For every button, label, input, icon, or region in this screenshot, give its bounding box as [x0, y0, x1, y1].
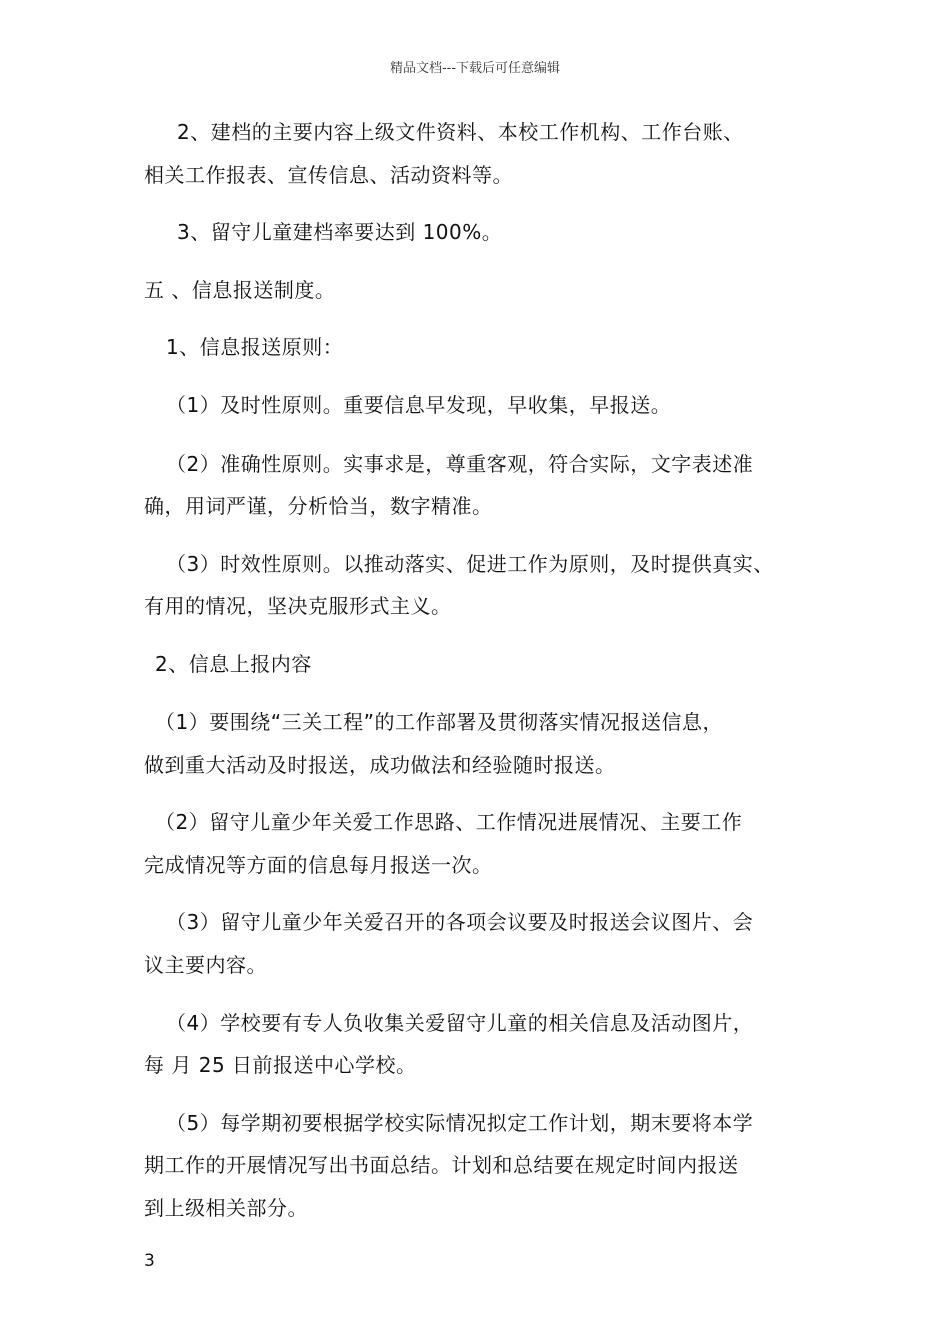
text-line: （3）留守儿童少年关爱召开的各项会议要及时报送会议图片、会: [166, 910, 754, 934]
text-line: 每 月 25 日前报送中心学校。: [144, 1053, 417, 1077]
text-line: （5）每学期初要根据学校实际情况拟定工作计划，期末要将本学: [166, 1111, 754, 1135]
text-line: （1）及时性原则。重要信息早发现，早收集，早报送。: [166, 393, 672, 417]
page-number: 3: [144, 1251, 155, 1271]
text-line: 议主要内容。: [144, 953, 267, 977]
text-line: （3）时效性原则。以推动落实、促进工作为原则，及时提供真实、: [166, 552, 774, 576]
text-line: 到上级相关部分。: [144, 1196, 308, 1220]
text-line: （4）学校要有专人负收集关爱留守儿童的相关信息及活动图片，: [166, 1011, 754, 1035]
text-line: 做到重大活动及时报送，成功做法和经验随时报送。: [144, 753, 616, 777]
text-line: 3、留守儿童建档率要达到 100%。: [177, 220, 503, 244]
subsection-heading: 2、信息上报内容: [155, 652, 312, 676]
text-line: 2、建档的主要内容上级文件资料、本校工作机构、工作台账、: [177, 120, 744, 144]
section-heading: 五 、信息报送制度。: [144, 278, 336, 302]
text-line: （2）留守儿童少年关爱工作思路、工作情况进展情况、主要工作: [155, 810, 743, 834]
text-line: 确，用词严谨，分析恰当，数字精准。: [144, 494, 493, 518]
text-line: （2）准确性原则。实事求是，尊重客观，符合实际，文字表述准: [166, 452, 754, 476]
text-line: 期工作的开展情况写出书面总结。计划和总结要在规定时间内报送: [144, 1153, 739, 1177]
text-line: 完成情况等方面的信息每月报送一次。: [144, 853, 493, 877]
text-line: 有用的情况，坚决克服形式主义。: [144, 594, 452, 618]
page-header: 精品文档---下载后可任意编辑: [389, 61, 561, 76]
subsection-heading: 1、信息报送原则：: [166, 335, 344, 359]
text-line: （1）要围绕“三关工程”的工作部署及贯彻落实情况报送信息，: [155, 710, 723, 734]
text-line: 相关工作报表、宣传信息、活动资料等。: [144, 163, 513, 187]
